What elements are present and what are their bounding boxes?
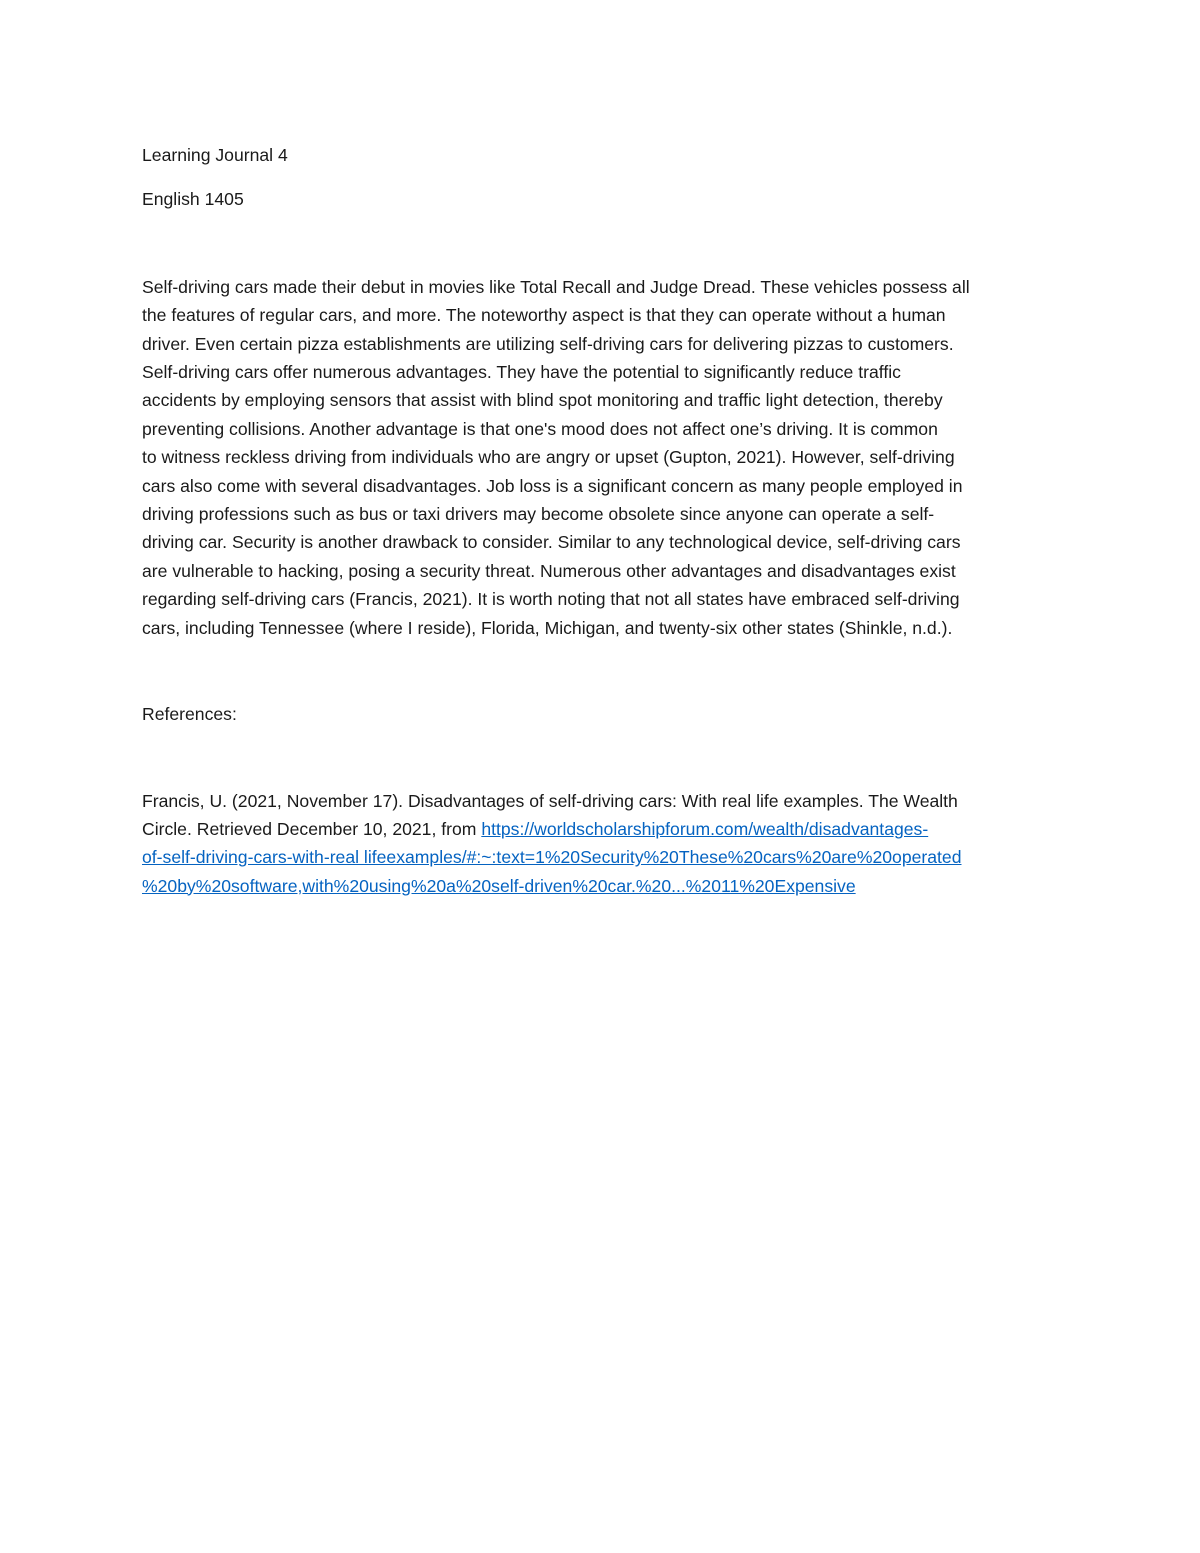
paragraph-line: preventing collisions. Another advantage is that one's mood does not affect one’s driving. It is common [142, 418, 938, 439]
reference-entry [142, 787, 1058, 901]
paragraph-line: driving car. Security is another drawback to consider. Similar to any technological device, self-driving cars [142, 532, 961, 553]
document-title: Learning Journal 4 [142, 145, 288, 165]
document-content [142, 141, 1058, 900]
paragraph-line: Self-driving cars offer numerous advantages. They have the potential to significantly reduce traffic [142, 362, 901, 383]
reference-line [142, 872, 1058, 900]
paragraph-line: driver. Even certain pizza establishments are utilizing self-driving cars for delivering pizzas to customers. [142, 333, 954, 354]
paragraph-line: the features of regular cars, and more. The noteworthy aspect is that they can operate without a human [142, 305, 946, 326]
references-heading: References: [142, 704, 237, 725]
reference-retrieved-text: Circle. Retrieved December 10, 2021, from [142, 818, 482, 839]
paragraph-line: to witness reckless driving from individuals who are angry or upset (Gupton, 2021). However, self-driving [142, 447, 955, 468]
journal-paragraph [142, 273, 1058, 642]
course-name: English 1405 [142, 189, 244, 210]
paragraph-line: are vulnerable to hacking, posing a security threat. Numerous other advantages and disadvantages exist [142, 560, 956, 581]
paragraph-line: accidents by employing sensors that assist with blind spot monitoring and traffic light detection, thereby [142, 390, 943, 411]
reference-line [142, 843, 1058, 871]
paragraph-line: Self-driving cars made their debut in movies like Total Recall and Judge Dread. These vehicles possess all [142, 276, 970, 297]
reference-link[interactable]: %20by%20software,with%20using%20a%20self-driven%20car.%20...%2011%20Expensive [142, 875, 856, 896]
paragraph-line: driving professions such as bus or taxi drivers may become obsolete since anyone can operate a self- [142, 504, 935, 525]
reference-line: Francis, U. (2021, November 17). Disadvantages of self-driving cars: With real life examples. The Wealth [142, 790, 958, 811]
reference-link[interactable]: https://worldscholarshipforum.com/wealth/disadvantages- [481, 818, 929, 839]
paragraph-line: cars, including Tennessee (where I reside), Florida, Michigan, and twenty-six other states (Shinkle, n.d.). [142, 617, 953, 638]
reference-line [142, 815, 1058, 843]
paragraph-line: regarding self-driving cars (Francis, 2021). It is worth noting that not all states have embraced self-driving [142, 589, 960, 610]
reference-link[interactable]: of-self-driving-cars-with-real lifeexamples/#:~:text=1%20Security%20These%20cars%20are%20operated [142, 847, 962, 868]
paragraph-line: cars also come with several disadvantages. Job loss is a significant concern as many people employed in [142, 475, 963, 496]
